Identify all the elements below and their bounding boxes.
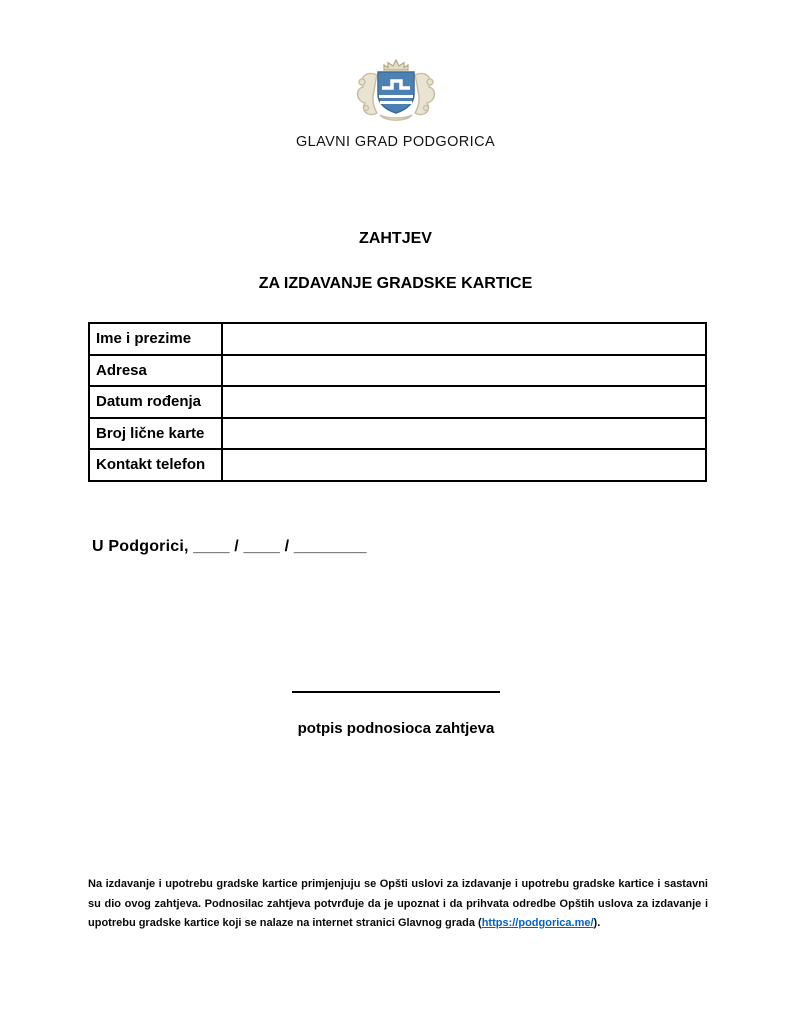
table-row <box>89 323 706 355</box>
field-value-name[interactable] <box>222 323 706 355</box>
table-row <box>89 449 706 481</box>
table-row <box>89 355 706 387</box>
crest-container <box>0 58 791 128</box>
field-label-phone: Kontakt telefon <box>89 449 222 481</box>
document-subtitle: ZA IZDAVANJE GRADSKE KARTICE <box>258 275 533 292</box>
field-value-address[interactable] <box>222 355 706 387</box>
application-form-table <box>88 322 707 482</box>
podgorica-website-link[interactable]: https://podgorica.me/ <box>481 917 594 929</box>
field-label-id-number: Broj lične karte <box>89 418 222 450</box>
field-value-phone[interactable] <box>222 449 706 481</box>
signature-line <box>292 691 500 693</box>
organization-name: GLAVNI GRAD PODGORICA <box>295 134 496 150</box>
field-label-birthdate: Datum rođenja <box>89 386 222 418</box>
field-value-id-number[interactable] <box>222 418 706 450</box>
date-place-line: U Podgorici, ____ / ____ / ________ <box>92 538 367 555</box>
terms-text-before-link: Na izdavanje i upotrebu gradske kartice primjenjuju se Opšti uslovi za izdavanje i upotrebu gradske kartice i sastavni su dio ovog zahtjeva. Podnosilac zahtjeva potvrđuje da je upoznat i da prihvata odredbe Opštih uslova za izdavanje i upotrebu gradske kartice koji se nalaze na internet stranici Glavnog grada ( <box>88 878 708 929</box>
crest-shield <box>378 72 414 113</box>
podgorica-coat-of-arms-icon <box>350 58 442 128</box>
table-row <box>89 386 706 418</box>
document-title: ZAHTJEV <box>359 230 432 247</box>
field-value-birthdate[interactable] <box>222 386 706 418</box>
terms-text-after-link: ). <box>593 917 601 929</box>
crest-crown <box>384 60 408 70</box>
field-label-address: Adresa <box>89 355 222 387</box>
signature-label: potpis podnosioca zahtjeva <box>297 720 495 737</box>
table-row <box>89 418 706 450</box>
terms-note <box>88 875 708 934</box>
field-label-name: Ime i prezime <box>89 323 222 355</box>
